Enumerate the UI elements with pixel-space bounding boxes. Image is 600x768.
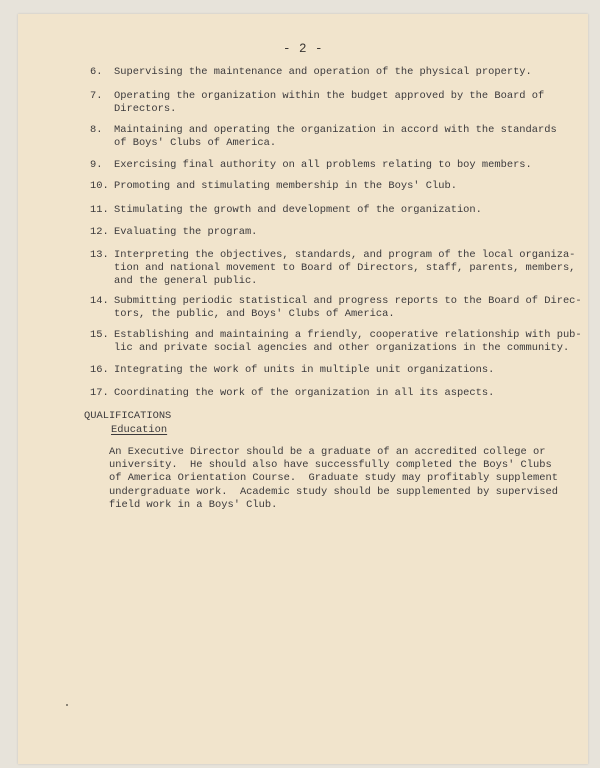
item-number: 15. xyxy=(90,329,109,341)
item-text-line: Exercising final authority on all problems relating to boy members. xyxy=(114,159,532,171)
page-number: - 2 - xyxy=(282,42,323,56)
item-text-line: Interpreting the objectives, standards, and program of the local organiza- xyxy=(114,249,576,261)
list-item-17 xyxy=(90,387,530,400)
item-text-line: Coordinating the work of the organization in all its aspects. xyxy=(114,387,495,399)
qualifications-heading: QUALIFICATIONS xyxy=(84,410,172,422)
item-text-line: Stimulating the growth and development of the organization. xyxy=(114,204,482,216)
item-text-line: Submitting periodic statistical and progress reports to the Board of Direc- xyxy=(114,295,582,307)
item-number: 6. xyxy=(90,66,103,78)
item-text-line: Operating the organization within the budget approved by the Board of xyxy=(114,90,545,102)
paragraph-line: university. He should also have successfully completed the Boys' Clubs xyxy=(109,459,552,472)
item-text-line: Maintaining and operating the organization in accord with the standards xyxy=(114,124,557,136)
list-item-6 xyxy=(90,66,530,79)
item-text-line: Evaluating the program. xyxy=(114,226,258,238)
item-text-line: and the general public. xyxy=(114,275,258,288)
item-text-line: lic and private social agencies and other organizations in the community. xyxy=(114,342,570,355)
education-subheading: Education xyxy=(111,424,168,436)
item-text-line: Directors. xyxy=(114,103,177,116)
item-text-line: tion and national movement to Board of Directors, staff, parents, members, xyxy=(114,262,576,275)
paper-speck xyxy=(66,704,68,706)
list-item-15 xyxy=(90,329,582,355)
item-text-line: Integrating the work of units in multiple unit organizations. xyxy=(114,364,495,376)
item-number: 11. xyxy=(90,204,109,216)
item-number: 17. xyxy=(90,387,109,399)
paragraph-line: undergraduate work. Academic study should be supplemented by supervised xyxy=(109,485,558,498)
item-text-line: Establishing and maintaining a friendly, cooperative relationship with pub- xyxy=(114,329,582,341)
item-text-line: Promoting and stimulating membership in the Boys' Club. xyxy=(114,180,457,192)
item-text-line: Supervising the maintenance and operation of the physical property. xyxy=(114,66,532,78)
item-number: 8. xyxy=(90,124,103,136)
list-item-10 xyxy=(90,180,530,193)
item-number: 10. xyxy=(90,180,109,192)
item-text-line: of Boys' Clubs of America. xyxy=(114,137,277,150)
paragraph-line: An Executive Director should be a graduate of an accredited college or xyxy=(109,446,546,458)
item-number: 16. xyxy=(90,364,109,376)
list-item-13 xyxy=(90,249,576,289)
list-item-16 xyxy=(90,364,530,377)
document-page xyxy=(18,14,588,764)
item-number: 9. xyxy=(90,159,103,171)
item-number: 7. xyxy=(90,90,103,102)
list-item-9 xyxy=(90,159,530,172)
item-number: 13. xyxy=(90,249,109,261)
education-paragraph xyxy=(109,446,558,512)
paragraph-line: field work in a Boys' Club. xyxy=(109,498,278,511)
list-item-12 xyxy=(90,226,530,239)
list-item-7 xyxy=(90,90,545,116)
list-item-11 xyxy=(90,204,530,217)
list-item-8 xyxy=(90,124,557,150)
item-number: 14. xyxy=(90,295,109,307)
list-item-14 xyxy=(90,295,582,321)
paragraph-line: of America Orientation Course. Graduate study may profitably supplement xyxy=(109,472,558,485)
item-number: 12. xyxy=(90,226,109,238)
item-text-line: tors, the public, and Boys' Clubs of America. xyxy=(114,308,395,321)
